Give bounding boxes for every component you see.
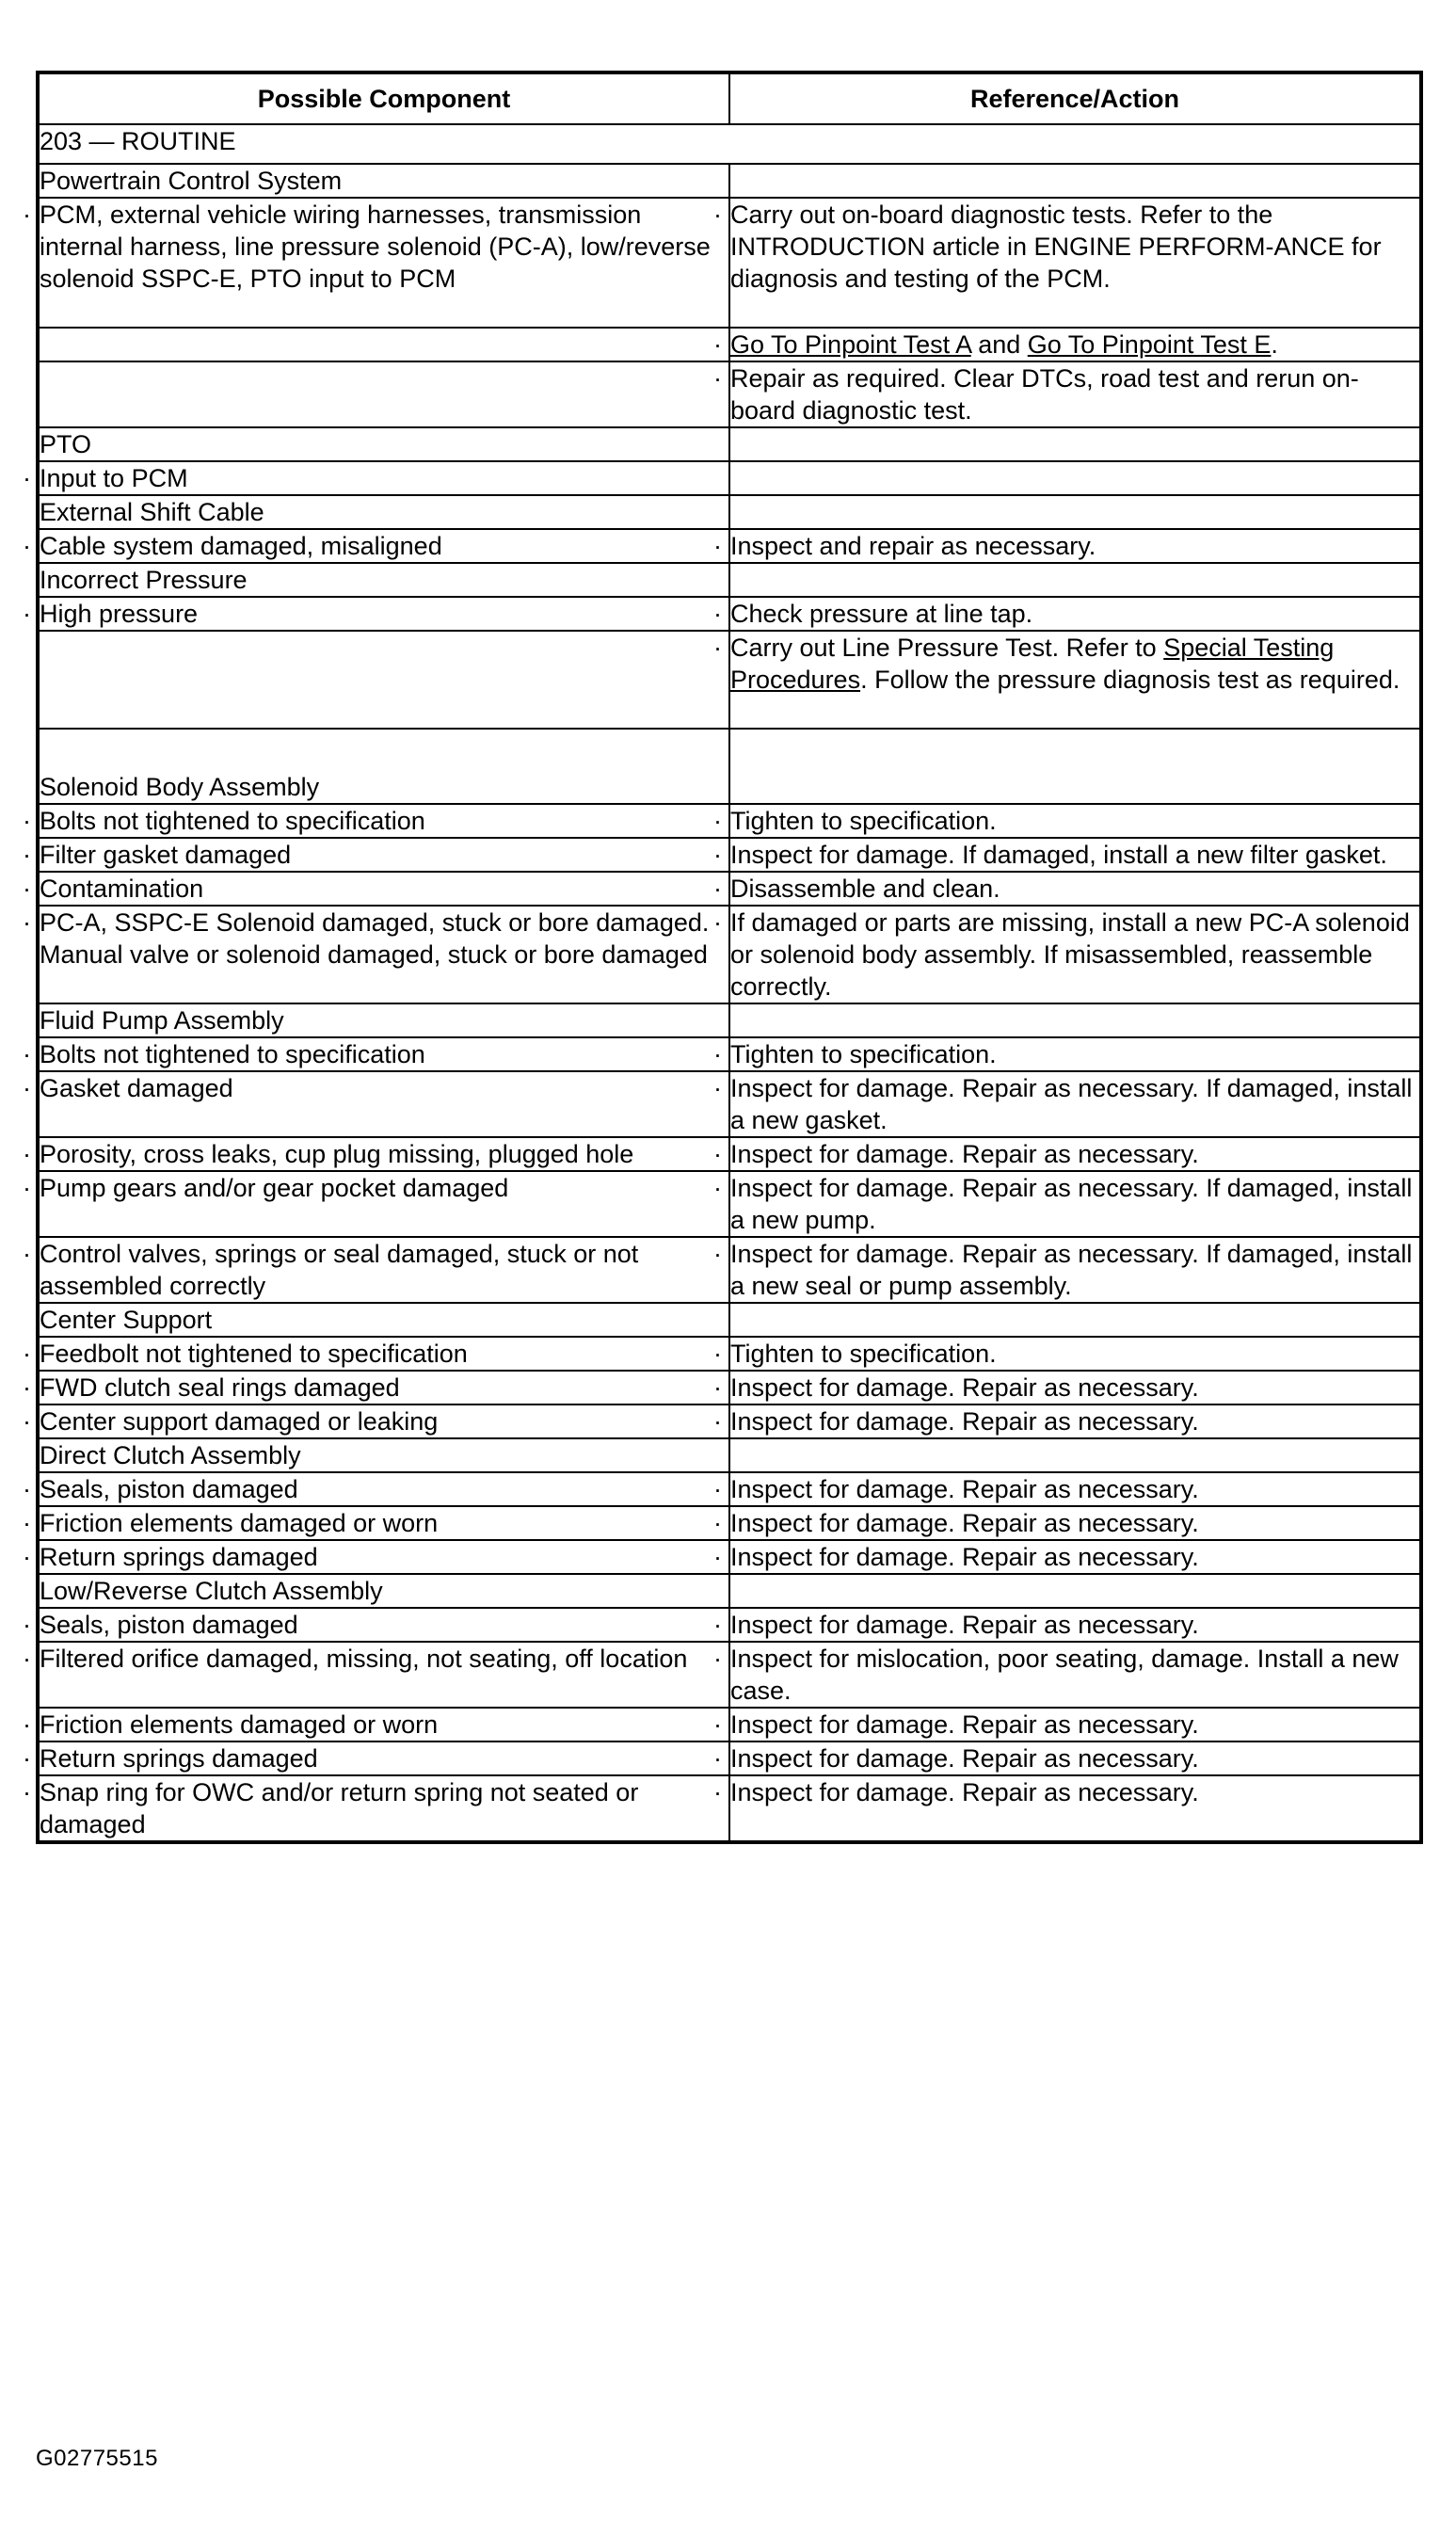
section-action-empty — [729, 164, 1421, 198]
action-text: Inspect for damage. If damaged, install a new filter gasket. — [730, 841, 1387, 869]
section-title: Solenoid Body Assembly — [38, 729, 729, 804]
component-cell — [23, 597, 729, 631]
component-text: FWD clutch seal rings damaged — [40, 1373, 400, 1402]
action-text: Inspect for damage. Repair as necessary. — [730, 1509, 1199, 1537]
section-action-empty — [729, 1574, 1421, 1608]
section-action-empty — [729, 1003, 1421, 1037]
component-text: Porosity, cross leaks, cup plug missing, plugged hole — [40, 1140, 634, 1168]
table-row — [38, 872, 1421, 906]
action-text: Tighten to specification. — [730, 1040, 997, 1068]
action-cell — [713, 1472, 1421, 1506]
action-cell — [713, 1404, 1421, 1438]
component-text: Pump gears and/or gear pocket damaged — [40, 1174, 509, 1202]
action-cell — [713, 631, 1421, 729]
action-cell — [713, 597, 1421, 631]
bullet: · — [23, 1140, 31, 1168]
bullet: · — [23, 1778, 31, 1806]
component-cell — [23, 1071, 729, 1137]
bullet: · — [23, 1744, 31, 1773]
bullet: · — [713, 1340, 722, 1368]
table-row — [38, 1741, 1421, 1775]
section-row — [38, 495, 1421, 529]
table-row — [38, 328, 1421, 361]
table-row — [38, 198, 1421, 328]
action-text: Inspect for damage. Repair as necessary. — [730, 1744, 1199, 1773]
table-row — [38, 1642, 1421, 1708]
bullet: · — [23, 201, 31, 229]
action-cell — [713, 1171, 1421, 1237]
component-cell — [38, 361, 729, 427]
action-cell — [713, 804, 1421, 838]
component-cell — [38, 328, 729, 361]
component-cell — [23, 804, 729, 838]
bullet: · — [713, 532, 722, 560]
bullet: · — [713, 1040, 722, 1068]
component-cell — [23, 1371, 729, 1404]
action-cell — [713, 1337, 1421, 1371]
special-testing-procedures-link[interactable]: Special Testing Procedures — [730, 634, 1335, 694]
component-cell — [23, 461, 729, 495]
section-title: Low/Reverse Clutch Assembly — [38, 1574, 729, 1608]
action-text: Inspect for damage. Repair as necessary. — [730, 1475, 1199, 1503]
section-action-empty — [729, 563, 1421, 597]
action-text: Repair as required. Clear DTCs, road test and rerun on-board diagnostic test. — [730, 364, 1359, 425]
table-row — [38, 631, 1421, 729]
bullet: · — [713, 908, 722, 937]
component-text: Contamination — [40, 875, 204, 903]
bullet: · — [713, 600, 722, 628]
table-row — [38, 1540, 1421, 1574]
component-cell — [23, 198, 729, 328]
component-text: PC-A, SSPC-E Solenoid damaged, stuck or bore damaged. Manual valve or solenoid damaged, stuck or bore damaged — [40, 908, 710, 969]
action-text: Inspect for damage. Repair as necessary. — [730, 1407, 1199, 1436]
bullet: · — [713, 1174, 722, 1202]
bullet: · — [23, 1645, 31, 1673]
component-text: Bolts not tightened to specification — [40, 807, 425, 835]
action-cell — [713, 1741, 1421, 1775]
bullet: · — [23, 1509, 31, 1537]
section-title: External Shift Cable — [38, 495, 729, 529]
column-header-component: Possible Component — [38, 72, 729, 124]
bullet: · — [23, 464, 31, 492]
action-cell — [713, 1037, 1421, 1071]
section-row — [38, 729, 1421, 804]
table-row — [38, 838, 1421, 872]
bullet: · — [23, 1475, 31, 1503]
table-row — [38, 1371, 1421, 1404]
action-text: Inspect for damage. Repair as necessary. — [730, 1710, 1199, 1739]
action-text: Inspect for damage. Repair as necessary. If damaged, install a new seal or pump assembly. — [730, 1240, 1413, 1300]
action-text: Check pressure at line tap. — [730, 600, 1033, 628]
section-title: Direct Clutch Assembly — [38, 1438, 729, 1472]
action-cell — [713, 1708, 1421, 1741]
table-row — [38, 1506, 1421, 1540]
action-text: Tighten to specification. — [730, 1340, 997, 1368]
bullet: · — [23, 1040, 31, 1068]
section-row — [38, 563, 1421, 597]
table-row — [38, 1337, 1421, 1371]
table-row — [38, 1037, 1421, 1071]
component-cell — [23, 872, 729, 906]
component-text: Seals, piston damaged — [40, 1475, 298, 1503]
table-row — [38, 906, 1421, 1003]
bullet: · — [23, 1074, 31, 1102]
bullet: · — [713, 1611, 722, 1639]
table-row — [38, 529, 1421, 563]
action-cell — [729, 461, 1421, 495]
action-cell — [713, 1371, 1421, 1404]
bullet: · — [713, 1475, 722, 1503]
action-text: Carry out Line Pressure Test. Refer to — [730, 634, 1164, 662]
diagnosis-table — [23, 71, 1423, 1844]
component-cell — [23, 838, 729, 872]
table-row — [38, 1071, 1421, 1137]
bullet: · — [23, 1543, 31, 1571]
pinpoint-test-a-link[interactable]: Go To Pinpoint Test A — [730, 330, 971, 359]
component-text: Input to PCM — [40, 464, 188, 492]
action-text: Inspect for mislocation, poor seating, damage. Install a new case. — [730, 1645, 1399, 1705]
section-action-empty — [729, 729, 1421, 804]
section-title: Incorrect Pressure — [38, 563, 729, 597]
action-text: and — [970, 330, 1028, 359]
component-text: Center support damaged or leaking — [40, 1407, 439, 1436]
header-row — [38, 72, 1421, 124]
bullet: · — [23, 532, 31, 560]
component-cell — [23, 1540, 729, 1574]
bullet: · — [713, 330, 722, 359]
table-row — [38, 1137, 1421, 1171]
section-title: Center Support — [38, 1303, 729, 1337]
action-cell — [713, 1071, 1421, 1137]
bullet: · — [23, 841, 31, 869]
action-cell — [713, 198, 1421, 328]
section-row — [38, 1003, 1421, 1037]
bullet: · — [713, 841, 722, 869]
component-text: Gasket damaged — [40, 1074, 233, 1102]
bullet: · — [713, 201, 722, 229]
action-cell — [713, 361, 1421, 427]
bullet: · — [713, 1407, 722, 1436]
action-text: Inspect for damage. Repair as necessary. If damaged, install a new pump. — [730, 1174, 1413, 1234]
component-text: Feedbolt not tightened to specification — [40, 1340, 468, 1368]
table-row — [38, 1171, 1421, 1237]
component-cell — [23, 1171, 729, 1237]
action-cell — [713, 872, 1421, 906]
component-text: Friction elements damaged or worn — [40, 1710, 439, 1739]
routine-label: 203 — ROUTINE — [38, 124, 1421, 164]
action-cell — [713, 1540, 1421, 1574]
bullet: · — [23, 1611, 31, 1639]
bullet: · — [713, 1140, 722, 1168]
section-action-empty — [729, 427, 1421, 461]
action-text: Inspect for damage. Repair as necessary. — [730, 1778, 1199, 1806]
component-text: Friction elements damaged or worn — [40, 1509, 439, 1537]
bullet: · — [23, 1407, 31, 1436]
component-cell — [38, 631, 729, 729]
bullet: · — [713, 1509, 722, 1537]
component-cell — [23, 1506, 729, 1540]
bullet: · — [23, 1340, 31, 1368]
section-title: PTO — [38, 427, 729, 461]
action-cell — [713, 1506, 1421, 1540]
component-cell — [23, 1472, 729, 1506]
component-cell — [23, 1775, 729, 1842]
component-text: Bolts not tightened to specification — [40, 1040, 425, 1068]
component-cell — [23, 906, 729, 1003]
component-cell — [23, 1404, 729, 1438]
bullet: · — [713, 1240, 722, 1268]
component-text: PCM, external vehicle wiring harnesses, transmission internal harness, line pressure solenoid (PC-A), low/reverse solenoid SSPC-E, PTO input to PCM — [40, 201, 711, 293]
section-row — [38, 1574, 1421, 1608]
component-cell — [23, 1237, 729, 1303]
section-title: Powertrain Control System — [38, 164, 729, 198]
component-cell — [23, 1708, 729, 1741]
bullet: · — [23, 1174, 31, 1202]
component-text: Return springs damaged — [40, 1744, 318, 1773]
bullet: · — [713, 1373, 722, 1402]
component-text: High pressure — [40, 600, 199, 628]
action-text: . — [1271, 330, 1278, 359]
column-header-action: Reference/Action — [729, 72, 1421, 124]
action-cell — [713, 1775, 1421, 1842]
component-cell — [23, 1037, 729, 1071]
table-row — [38, 1775, 1421, 1842]
action-text: Inspect for damage. Repair as necessary. — [730, 1373, 1199, 1402]
routine-row — [38, 124, 1421, 164]
figure-id-label: G02775515 — [36, 2446, 158, 2471]
action-text: . Follow the pressure diagnosis test as required. — [860, 666, 1400, 694]
component-text: Return springs damaged — [40, 1543, 318, 1571]
bullet: · — [713, 1744, 722, 1773]
action-cell — [713, 1237, 1421, 1303]
section-action-empty — [729, 1303, 1421, 1337]
component-text: Seals, piston damaged — [40, 1611, 298, 1639]
component-cell — [23, 1642, 729, 1708]
component-text: Snap ring for OWC and/or return spring not seated or damaged — [40, 1778, 639, 1838]
bullet: · — [713, 364, 722, 393]
section-row — [38, 427, 1421, 461]
bullet: · — [713, 1074, 722, 1102]
action-cell — [713, 838, 1421, 872]
component-cell — [23, 1337, 729, 1371]
component-text: Filtered orifice damaged, missing, not seating, off location — [40, 1645, 688, 1673]
bullet: · — [713, 1778, 722, 1806]
bullet: · — [23, 600, 31, 628]
table-row — [38, 804, 1421, 838]
component-text: Control valves, springs or seal damaged, stuck or not assembled correctly — [40, 1240, 639, 1300]
action-text: Tighten to specification. — [730, 807, 997, 835]
bullet: · — [23, 1373, 31, 1402]
action-text: Disassemble and clean. — [730, 875, 1000, 903]
action-cell — [713, 328, 1421, 361]
action-cell — [713, 906, 1421, 1003]
section-row — [38, 1438, 1421, 1472]
table-row — [38, 1237, 1421, 1303]
action-text: Carry out on-board diagnostic tests. Refer to the INTRODUCTION article in ENGINE PERFORM-ANCE for diagnosis and testing of the PCM. — [730, 201, 1382, 293]
bullet: · — [713, 1645, 722, 1673]
bullet: · — [23, 1710, 31, 1739]
bullet: · — [713, 1710, 722, 1739]
action-text: Inspect for damage. Repair as necessary. If damaged, install a new gasket. — [730, 1074, 1413, 1134]
bullet: · — [713, 1543, 722, 1571]
table-row — [38, 597, 1421, 631]
component-cell — [23, 1741, 729, 1775]
action-cell — [713, 1608, 1421, 1642]
action-text: Inspect for damage. Repair as necessary. — [730, 1140, 1199, 1168]
table-row — [38, 1472, 1421, 1506]
bullet: · — [23, 807, 31, 835]
bullet: · — [23, 1240, 31, 1268]
bullet: · — [713, 807, 722, 835]
table-row — [38, 1608, 1421, 1642]
action-cell — [713, 1642, 1421, 1708]
bullet: · — [713, 875, 722, 903]
action-text: Inspect for damage. Repair as necessary. — [730, 1543, 1199, 1571]
bullet: · — [23, 875, 31, 903]
action-text: If damaged or parts are missing, install a new PC-A solenoid or solenoid body assembly. If misassembled, reassemble correctly. — [730, 908, 1410, 1001]
table-row — [38, 461, 1421, 495]
action-text: Inspect for damage. Repair as necessary. — [730, 1611, 1199, 1639]
component-cell — [23, 1608, 729, 1642]
section-title: Fluid Pump Assembly — [38, 1003, 729, 1037]
table-row — [38, 361, 1421, 427]
component-text: Filter gasket damaged — [40, 841, 292, 869]
component-cell — [23, 1137, 729, 1171]
component-text: Cable system damaged, misaligned — [40, 532, 442, 560]
bullet: · — [23, 908, 31, 937]
table-row — [38, 1708, 1421, 1741]
action-text: Inspect and repair as necessary. — [730, 532, 1096, 560]
pinpoint-test-e-link[interactable]: Go To Pinpoint Test E — [1027, 330, 1272, 359]
action-cell — [713, 529, 1421, 563]
section-row — [38, 1303, 1421, 1337]
section-action-empty — [729, 1438, 1421, 1472]
action-cell — [713, 1137, 1421, 1171]
table-row — [38, 1404, 1421, 1438]
section-row — [38, 164, 1421, 198]
section-action-empty — [729, 495, 1421, 529]
component-cell — [23, 529, 729, 563]
bullet: · — [713, 634, 722, 662]
